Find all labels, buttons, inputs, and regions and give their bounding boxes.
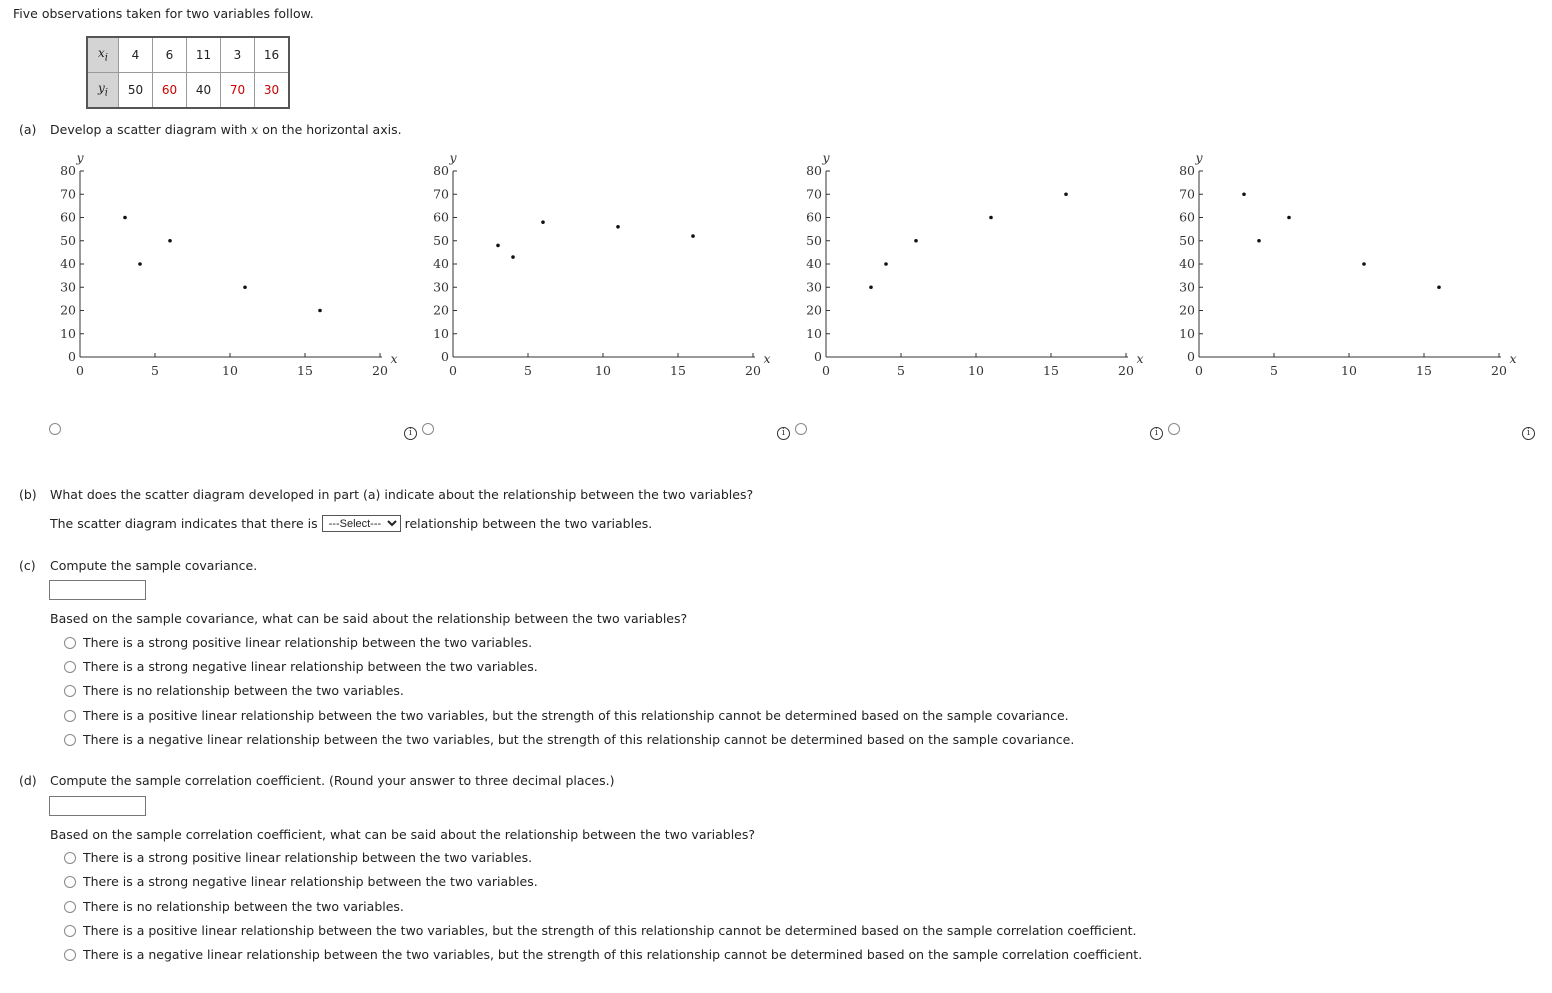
x-cell: 11 <box>187 37 221 73</box>
option-label: There is no relationship between the two variables. <box>83 899 404 914</box>
part-b-sentence-after: relationship between the two variables. <box>404 516 653 531</box>
data-point <box>541 220 545 224</box>
y-tick-label: 20 <box>433 302 449 318</box>
x-tick-label: 10 <box>222 363 238 378</box>
option-radio[interactable] <box>64 949 76 961</box>
y-tick-label: 70 <box>433 186 449 202</box>
x-tick-label: 0 <box>76 363 84 378</box>
part-d-question: Compute the sample correlation coefficient. (Round your answer to three decimal places.) <box>50 773 615 788</box>
y-tick-label: 20 <box>60 302 76 318</box>
part-b-label: (b) <box>19 487 37 502</box>
x-tick-label: 5 <box>1270 363 1278 378</box>
data-point <box>123 216 127 220</box>
y-axis-label: y <box>76 150 84 165</box>
x-axis-label: x <box>1509 351 1517 366</box>
y-tick-label: 30 <box>60 279 76 295</box>
covariance-option[interactable] <box>64 708 1069 723</box>
y-tick-label: 60 <box>433 209 449 225</box>
part-b-sentence-before: The scatter diagram indicates that there is <box>50 516 318 531</box>
x-tick-label: 5 <box>524 363 532 378</box>
x-tick-label: 10 <box>1341 363 1357 378</box>
y-cell: 60 <box>153 73 187 109</box>
y-tick-label: 10 <box>806 325 822 341</box>
info-icon[interactable]: i <box>1522 427 1535 440</box>
data-point <box>884 262 888 266</box>
option-label: There is a strong negative linear relationship between the two variables. <box>83 659 538 674</box>
x-tick-label: 0 <box>822 363 830 378</box>
y-tick-label: 30 <box>433 279 449 295</box>
y-tick-label: 80 <box>806 163 822 178</box>
option-label: There is a positive linear relationship between the two variables, but the strength of this relationship cannot be determined based on the sample correlation coefficient. <box>83 923 1137 938</box>
info-icon[interactable]: i <box>777 427 790 440</box>
option-label: There is a strong positive linear relationship between the two variables. <box>83 850 533 865</box>
data-point <box>168 239 172 243</box>
data-point <box>1362 262 1366 266</box>
option-radio[interactable] <box>64 734 76 746</box>
part-c-label: (c) <box>19 558 36 573</box>
x-row <box>87 37 289 73</box>
y-tick-label: 10 <box>433 325 449 341</box>
option-radio[interactable] <box>64 925 76 937</box>
y-tick-label: 50 <box>433 232 449 248</box>
x-tick-label: 5 <box>897 363 905 378</box>
y-tick-label: 50 <box>1179 232 1195 248</box>
data-point <box>914 239 918 243</box>
y-tick-label: 10 <box>60 325 76 341</box>
x-axis-label: x <box>390 351 398 366</box>
y-tick-label: 80 <box>1179 163 1195 178</box>
y-tick-label: 40 <box>1179 256 1195 271</box>
y-tick-label: 60 <box>60 209 76 225</box>
y-cell: 70 <box>221 73 255 109</box>
chart-3-radio[interactable] <box>795 423 807 435</box>
x-tick-label: 10 <box>595 363 611 378</box>
data-point <box>318 309 322 313</box>
data-point <box>1437 285 1441 289</box>
y-tick-label: 30 <box>1179 279 1195 295</box>
data-point <box>496 244 500 248</box>
part-a-text-var: x <box>251 122 259 137</box>
y-tick-label: 40 <box>433 256 449 271</box>
part-d-label: (d) <box>19 773 37 788</box>
observation-table <box>86 36 290 109</box>
option-radio[interactable] <box>64 876 76 888</box>
chart-4-radio[interactable] <box>1168 423 1180 435</box>
option-label: There is no relationship between the two variables. <box>83 683 404 698</box>
y-tick-label: 20 <box>1179 302 1195 318</box>
data-point <box>1287 216 1291 220</box>
covariance-option[interactable] <box>64 635 532 650</box>
x-subscript: i <box>104 52 108 64</box>
option-radio[interactable] <box>64 637 76 649</box>
y-tick-label: 0 <box>1187 349 1195 364</box>
x-cell: 3 <box>221 37 255 73</box>
y-tick-label: 40 <box>806 256 822 271</box>
option-radio[interactable] <box>64 661 76 673</box>
y-tick-label: 60 <box>1179 209 1195 225</box>
x-tick-label: 15 <box>1043 363 1059 378</box>
y-tick-label: 40 <box>60 256 76 271</box>
chart-1-radio[interactable] <box>49 423 61 435</box>
x-tick-label: 20 <box>745 363 761 378</box>
y-tick-label: 30 <box>806 279 822 295</box>
x-tick-label: 0 <box>1195 363 1203 378</box>
data-point <box>691 234 695 238</box>
y-tick-label: 70 <box>60 186 76 202</box>
scatter-chart-4 <box>1155 148 1515 380</box>
covariance-input[interactable] <box>49 580 146 600</box>
data-point <box>1064 192 1068 196</box>
x-axis-label: x <box>1136 351 1144 366</box>
correlation-option[interactable] <box>64 923 1137 938</box>
correlation-option[interactable] <box>64 850 532 865</box>
part-d-followup: Based on the sample correlation coefficient, what can be said about the relationship between the two variables? <box>50 827 756 842</box>
x-axis-label: x <box>763 351 771 366</box>
covariance-option[interactable] <box>64 683 404 698</box>
y-tick-label: 70 <box>1179 186 1195 202</box>
y-tick-label: 20 <box>806 302 822 318</box>
option-radio[interactable] <box>64 901 76 913</box>
x-cell: 6 <box>153 37 187 73</box>
info-icon[interactable]: i <box>1150 427 1163 440</box>
y-label: y <box>98 81 105 96</box>
scatter-chart-2 <box>409 148 769 380</box>
scatter-chart-3 <box>782 148 1142 380</box>
y-tick-label: 10 <box>1179 325 1195 341</box>
y-axis-label: y <box>1195 150 1203 165</box>
relationship-select[interactable] <box>322 515 401 532</box>
x-cell: 4 <box>119 37 153 73</box>
covariance-option[interactable] <box>64 732 1074 747</box>
data-point <box>989 216 993 220</box>
data-point <box>616 225 620 229</box>
data-point <box>869 285 873 289</box>
x-tick-label: 20 <box>1491 363 1507 378</box>
correlation-option[interactable] <box>64 947 1142 962</box>
option-radio[interactable] <box>64 685 76 697</box>
option-label: There is a positive linear relationship between the two variables, but the strength of this relationship cannot be determined based on the sample covariance. <box>83 708 1069 723</box>
part-b-sentence <box>50 515 652 532</box>
part-a-question <box>50 122 402 137</box>
part-c-followup: Based on the sample covariance, what can be said about the relationship between the two variables? <box>50 611 688 626</box>
correlation-option[interactable] <box>64 899 404 914</box>
data-point <box>243 285 247 289</box>
y-tick-label: 70 <box>806 186 822 202</box>
option-label: There is a strong positive linear relationship between the two variables. <box>83 635 533 650</box>
x-tick-label: 15 <box>1416 363 1432 378</box>
intro-text: Five observations taken for two variables follow. <box>13 6 314 21</box>
part-b-question: What does the scatter diagram developed in part (a) indicate about the relationship between the two variables? <box>50 487 754 502</box>
y-tick-label: 60 <box>806 209 822 225</box>
x-tick-label: 20 <box>372 363 388 378</box>
y-cell: 30 <box>255 73 290 109</box>
y-row-header <box>87 73 119 109</box>
x-tick-label: 20 <box>1118 363 1134 378</box>
scatter-chart-1 <box>36 148 396 380</box>
option-label: There is a negative linear relationship between the two variables, but the strength of this relationship cannot be determined based on the sample covariance. <box>83 732 1075 747</box>
x-tick-label: 15 <box>670 363 686 378</box>
y-tick-label: 0 <box>68 349 76 364</box>
data-point <box>1257 239 1261 243</box>
covariance-option[interactable] <box>64 659 538 674</box>
option-radio[interactable] <box>64 852 76 864</box>
part-c-question: Compute the sample covariance. <box>50 558 258 573</box>
y-tick-label: 80 <box>433 163 449 178</box>
part-a-text-after: on the horizontal axis. <box>258 122 402 137</box>
x-row-header <box>87 37 119 73</box>
x-tick-label: 10 <box>968 363 984 378</box>
y-tick-label: 50 <box>60 232 76 248</box>
option-label: There is a strong negative linear relationship between the two variables. <box>83 874 538 889</box>
chart-2-radio[interactable] <box>422 423 434 435</box>
data-point <box>138 262 142 266</box>
y-tick-label: 0 <box>441 349 449 364</box>
y-tick-label: 50 <box>806 232 822 248</box>
part-a-label: (a) <box>19 122 37 137</box>
x-label: x <box>98 46 105 61</box>
y-axis-label: y <box>822 150 830 165</box>
y-axis-label: y <box>449 150 457 165</box>
correlation-option[interactable] <box>64 874 538 889</box>
y-tick-label: 80 <box>60 163 76 178</box>
y-row <box>87 73 289 109</box>
option-label: There is a negative linear relationship between the two variables, but the strength of this relationship cannot be determined based on the sample correlation coefficient. <box>83 947 1143 962</box>
x-cell: 16 <box>255 37 290 73</box>
y-cell: 40 <box>187 73 221 109</box>
y-tick-label: 0 <box>814 349 822 364</box>
x-tick-label: 15 <box>297 363 313 378</box>
data-point <box>511 255 515 259</box>
correlation-input[interactable] <box>49 796 146 816</box>
part-a-text-before: Develop a scatter diagram with <box>50 122 252 137</box>
x-tick-label: 5 <box>151 363 159 378</box>
y-subscript: i <box>104 87 108 99</box>
x-tick-label: 0 <box>449 363 457 378</box>
y-cell: 50 <box>119 73 153 109</box>
data-point <box>1242 192 1246 196</box>
option-radio[interactable] <box>64 710 76 722</box>
info-icon[interactable]: i <box>404 427 417 440</box>
